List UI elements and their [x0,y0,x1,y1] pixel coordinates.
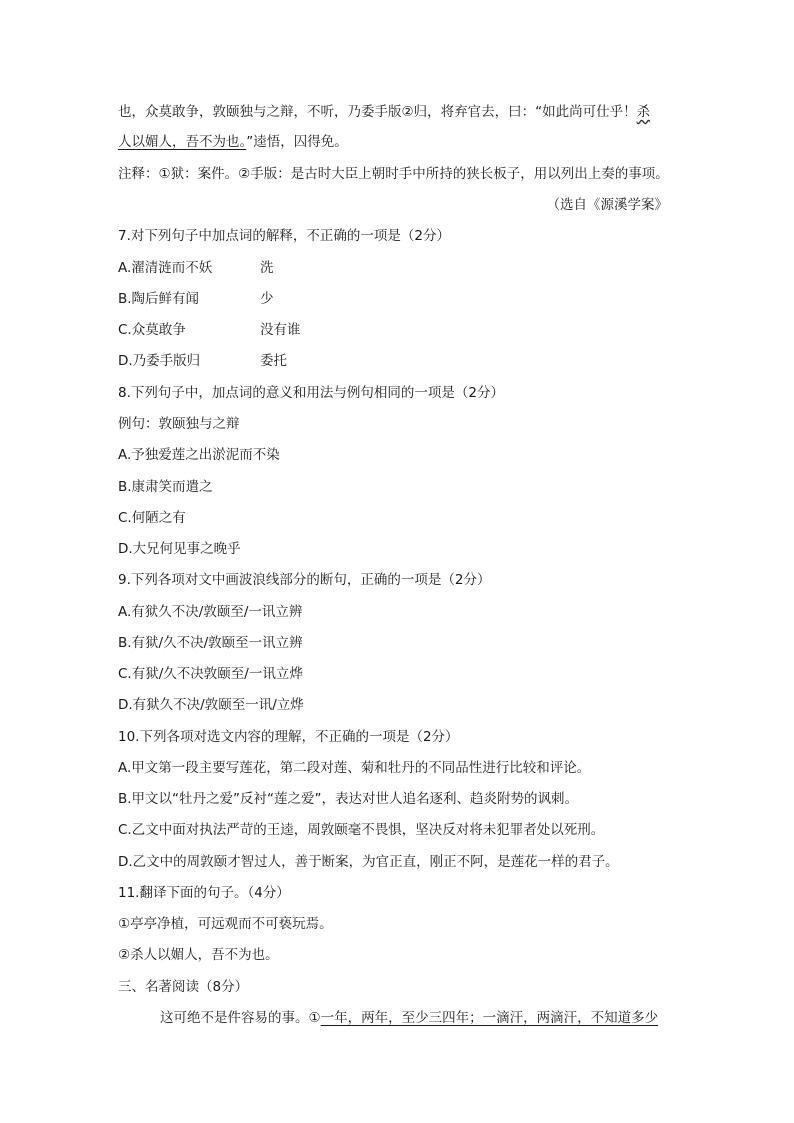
underlined-sentence: 一年，两年，至少三四年；一滴汗，两滴汗，不知道多少 [320,1010,659,1026]
annotation-notes: 注释：①狱：案件。②手版：是古时大臣上朝时手中所持的狭长板子，用以列出上奏的事项。 [118,166,669,182]
question-8-example: 例句：敦颐独与之辩 [118,416,240,432]
question-10-option-b: B.甲文以“牡丹之爱”反衬“莲之爱”，表达对世人追名逐利、趋炎附势的讽刺。 [118,791,579,807]
source-citation: （选自《源溪学案》 [546,197,668,213]
question-9-stem: 9.下列各项对文中画波浪线部分的断句，正确的一项是（2分） [118,572,491,588]
passage-text: ”逵悟，囚得免。 [246,134,348,150]
question-8-option-c: C.何陋之有 [118,510,186,526]
question-8-option-a: A.予独爱莲之出淤泥而不染 [118,447,280,463]
question-8-option-d: D.大兄何见事之晚乎 [118,541,241,557]
underlined-sentence: 人以媚人，吾不为也。 [118,134,247,150]
question-7-option-a: A.濯清涟而不妖 洗 [118,260,274,276]
question-7-option-b: B.陶后鲜有闻 少 [118,291,274,307]
question-7-option-d: D.乃委手版归 委托 [118,353,287,369]
question-9-option-d: D.有狱久不决/敦颐至一讯/立烨 [118,697,304,713]
question-11-stem: 11.翻译下面的句子。（4分） [118,885,290,901]
question-10-option-c: C.乙文中面对执法严苛的王逵，周敦颐毫不畏惧，坚决反对将未犯罪者处以死刑。 [118,822,605,838]
question-9-option-a: A.有狱久不决/敦颐至/一讯立辨 [118,604,303,620]
question-7-stem: 7.对下列句子中加点词的解释，不正确的一项是（2分） [118,228,450,244]
question-8-option-b: B.康肃笑而遣之 [118,479,213,495]
question-8-stem: 8.下列句子中，加点词的意义和用法与例句相同的一项是（2分） [118,385,504,401]
question-11-item-1: ①亭亭净植，可远观而不可亵玩焉。 [118,916,333,932]
section-3-paragraph: 这可绝不是件容易的事。①一年，两年，至少三四年；一滴汗，两滴汗，不知道多少 [160,1010,659,1026]
passage-text: 也，众莫敢争，敦颐独与之辩，不听，乃委手版②归，将弃官去，曰：“如此尚可仕乎！ [118,104,637,120]
question-9-option-b: B.有狱/久不决/敦颐至一讯立辨 [118,635,303,651]
question-10-option-a: A.甲文第一段主要写莲花，第二段对莲、菊和牡丹的不同品性进行比较和评论。 [118,760,591,776]
question-10-option-d: D.乙文中的周敦颐才智过人，善于断案，为官正直，刚正不阿，是莲花一样的君子。 [118,854,619,870]
passage-line-2 [118,132,678,152]
wavy-underlined-text: 杀 [636,104,651,120]
question-7-option-c: C.众莫敢争 没有谁 [118,322,301,338]
section-3-heading: 三、名著阅读（8分） [118,979,249,995]
passage-line-1 [118,102,678,122]
question-11-item-2: ②杀人以媚人，吾不为也。 [118,947,279,963]
question-10-stem: 10.下列各项对选文内容的理解，不正确的一项是（2分） [118,729,459,745]
question-9-option-c: C.有狱/久不决敦颐至/一讯立烨 [118,666,303,682]
